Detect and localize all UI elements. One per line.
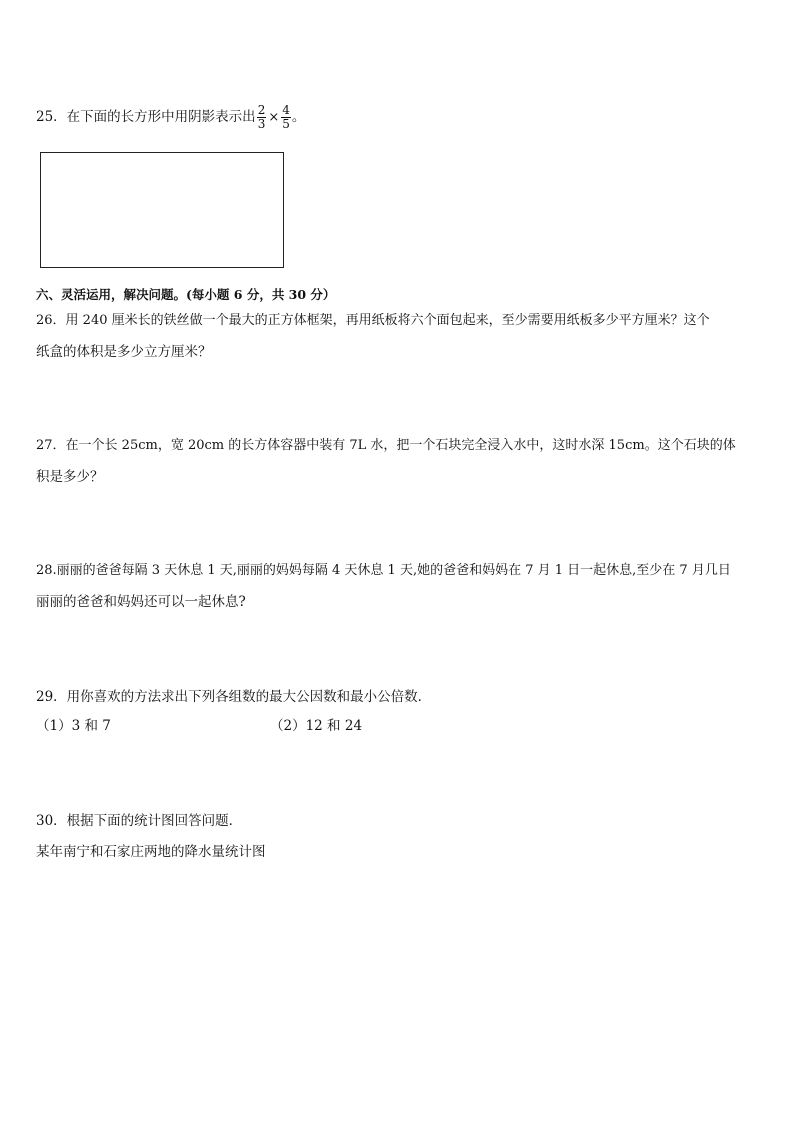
- fraction-2-numerator: 4: [282, 103, 290, 117]
- question-30-chart-title: 某年南宁和石家庄两地的降水量统计图: [36, 844, 266, 860]
- fraction-two-thirds: [257, 104, 267, 131]
- fraction-1-denominator: 3: [257, 117, 266, 131]
- question-29-sub-1: （1）3 和 7: [36, 718, 111, 734]
- question-25-suffix: 。: [291, 109, 306, 125]
- fraction-four-fifths: [281, 104, 291, 131]
- question-28-line-2: 丽丽的爸爸和妈妈还可以一起休息?: [36, 594, 246, 610]
- fraction-2-denominator: 5: [282, 117, 290, 131]
- fraction-1-numerator: 2: [257, 103, 266, 117]
- question-25-prefix: 25．在下面的长方形中用阴影表示出: [36, 109, 256, 125]
- question-29-line-1: 29．用你喜欢的方法求出下列各组数的最大公因数和最小公倍数．: [36, 689, 432, 705]
- section-6-heading: 六、灵活运用，解决问题。(每小题 6 分，共 30 分）: [36, 287, 336, 302]
- question-30-line-1: 30．根据下面的统计图回答问题．: [36, 813, 243, 829]
- answer-rectangle: [40, 152, 284, 268]
- question-28-line-1: 28.丽丽的爸爸每隔 3 天休息 1 天,丽丽的妈妈每隔 4 天休息 1 天,她的爸爸和妈妈在 7 月 1 日一起休息,至少在 7 月几日: [36, 563, 731, 578]
- question-26-line-2: 纸盒的体积是多少立方厘米？: [36, 344, 212, 360]
- question-27-line-2: 积是多少？: [36, 469, 104, 485]
- question-27-line-1: 27．在一个长 25cm，宽 20cm 的长方体容器中装有 7L 水，把一个石块完全浸入水中，这时水深 15cm。这个石块的体: [36, 438, 736, 453]
- multiply-sign: ×: [268, 109, 280, 125]
- question-26-line-1: 26．用 240 厘米长的铁丝做一个最大的正方体框架，再用纸板将六个面包起来，至少需要用纸板多少平方厘米？这个: [36, 313, 710, 328]
- question-25: [36, 104, 305, 131]
- question-29-sub-2: （2）12 和 24: [270, 718, 363, 734]
